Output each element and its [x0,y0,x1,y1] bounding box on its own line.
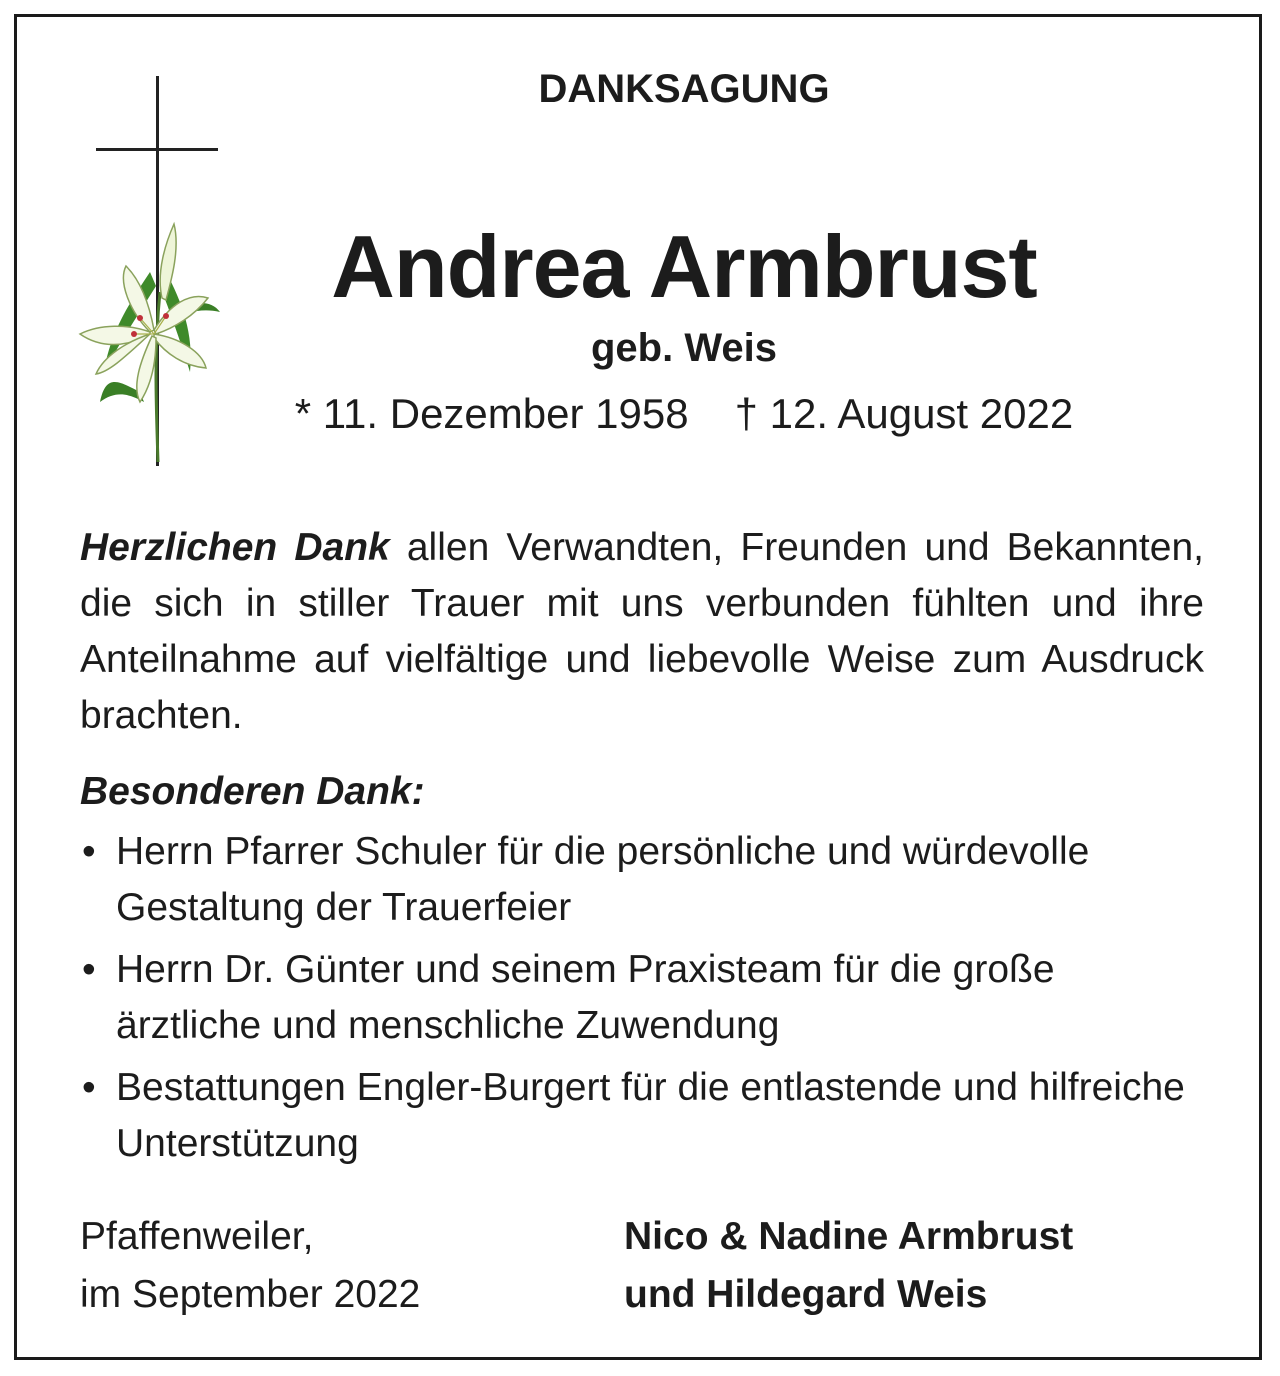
list-item-text: Bestattungen Engler-Burgert für die entlastende und hilfreiche Unterstützung [116,1066,1185,1165]
thanks-text: allen Verwandten, Freunden und Bekannten, die sich in stiller Trauer mit uns verbunden fühlten und ihre Anteilnahme auf vielfältige und liebevolle Weise zum Ausdruck brachten. [80,526,1204,737]
thanks-paragraph [80,520,1204,744]
place: Pfaffenweiler, [80,1215,314,1258]
death-date: † 12. August 2022 [734,390,1074,437]
list-item-text: Herrn Pfarrer Schuler für die persönliche und würdevolle Gestaltung der Trauerfeier [116,830,1090,929]
birth-date: * 11. Dezember 1958 [294,390,689,437]
life-dates [0,388,1280,440]
special-thanks-list [80,824,1210,1178]
list-item [80,1060,1210,1172]
deceased-name: Andrea Armbrust [331,217,1037,316]
bullet-icon: • [82,1066,96,1109]
list-item [80,942,1210,1054]
signer-line: Nico & Nadine Armbrust [624,1215,1074,1258]
special-thanks-heading: Besonderen Dank: [80,770,425,813]
bullet-icon: • [82,830,96,873]
thanks-lead: Herzlichen Dank [80,526,390,569]
list-item-text: Herrn Dr. Günter und seinem Praxisteam für die große ärztliche und menschliche Zuwendung [116,948,1055,1047]
date: im September 2022 [80,1273,421,1316]
place-and-date [80,1208,420,1324]
signer-line: und Hildegard Weis [624,1273,988,1316]
list-item [80,824,1210,936]
bullet-icon: • [82,948,96,991]
maiden-name: geb. Weis [591,326,777,370]
signers [624,1208,1073,1324]
notice-heading: DANKSAGUNG [538,67,830,111]
